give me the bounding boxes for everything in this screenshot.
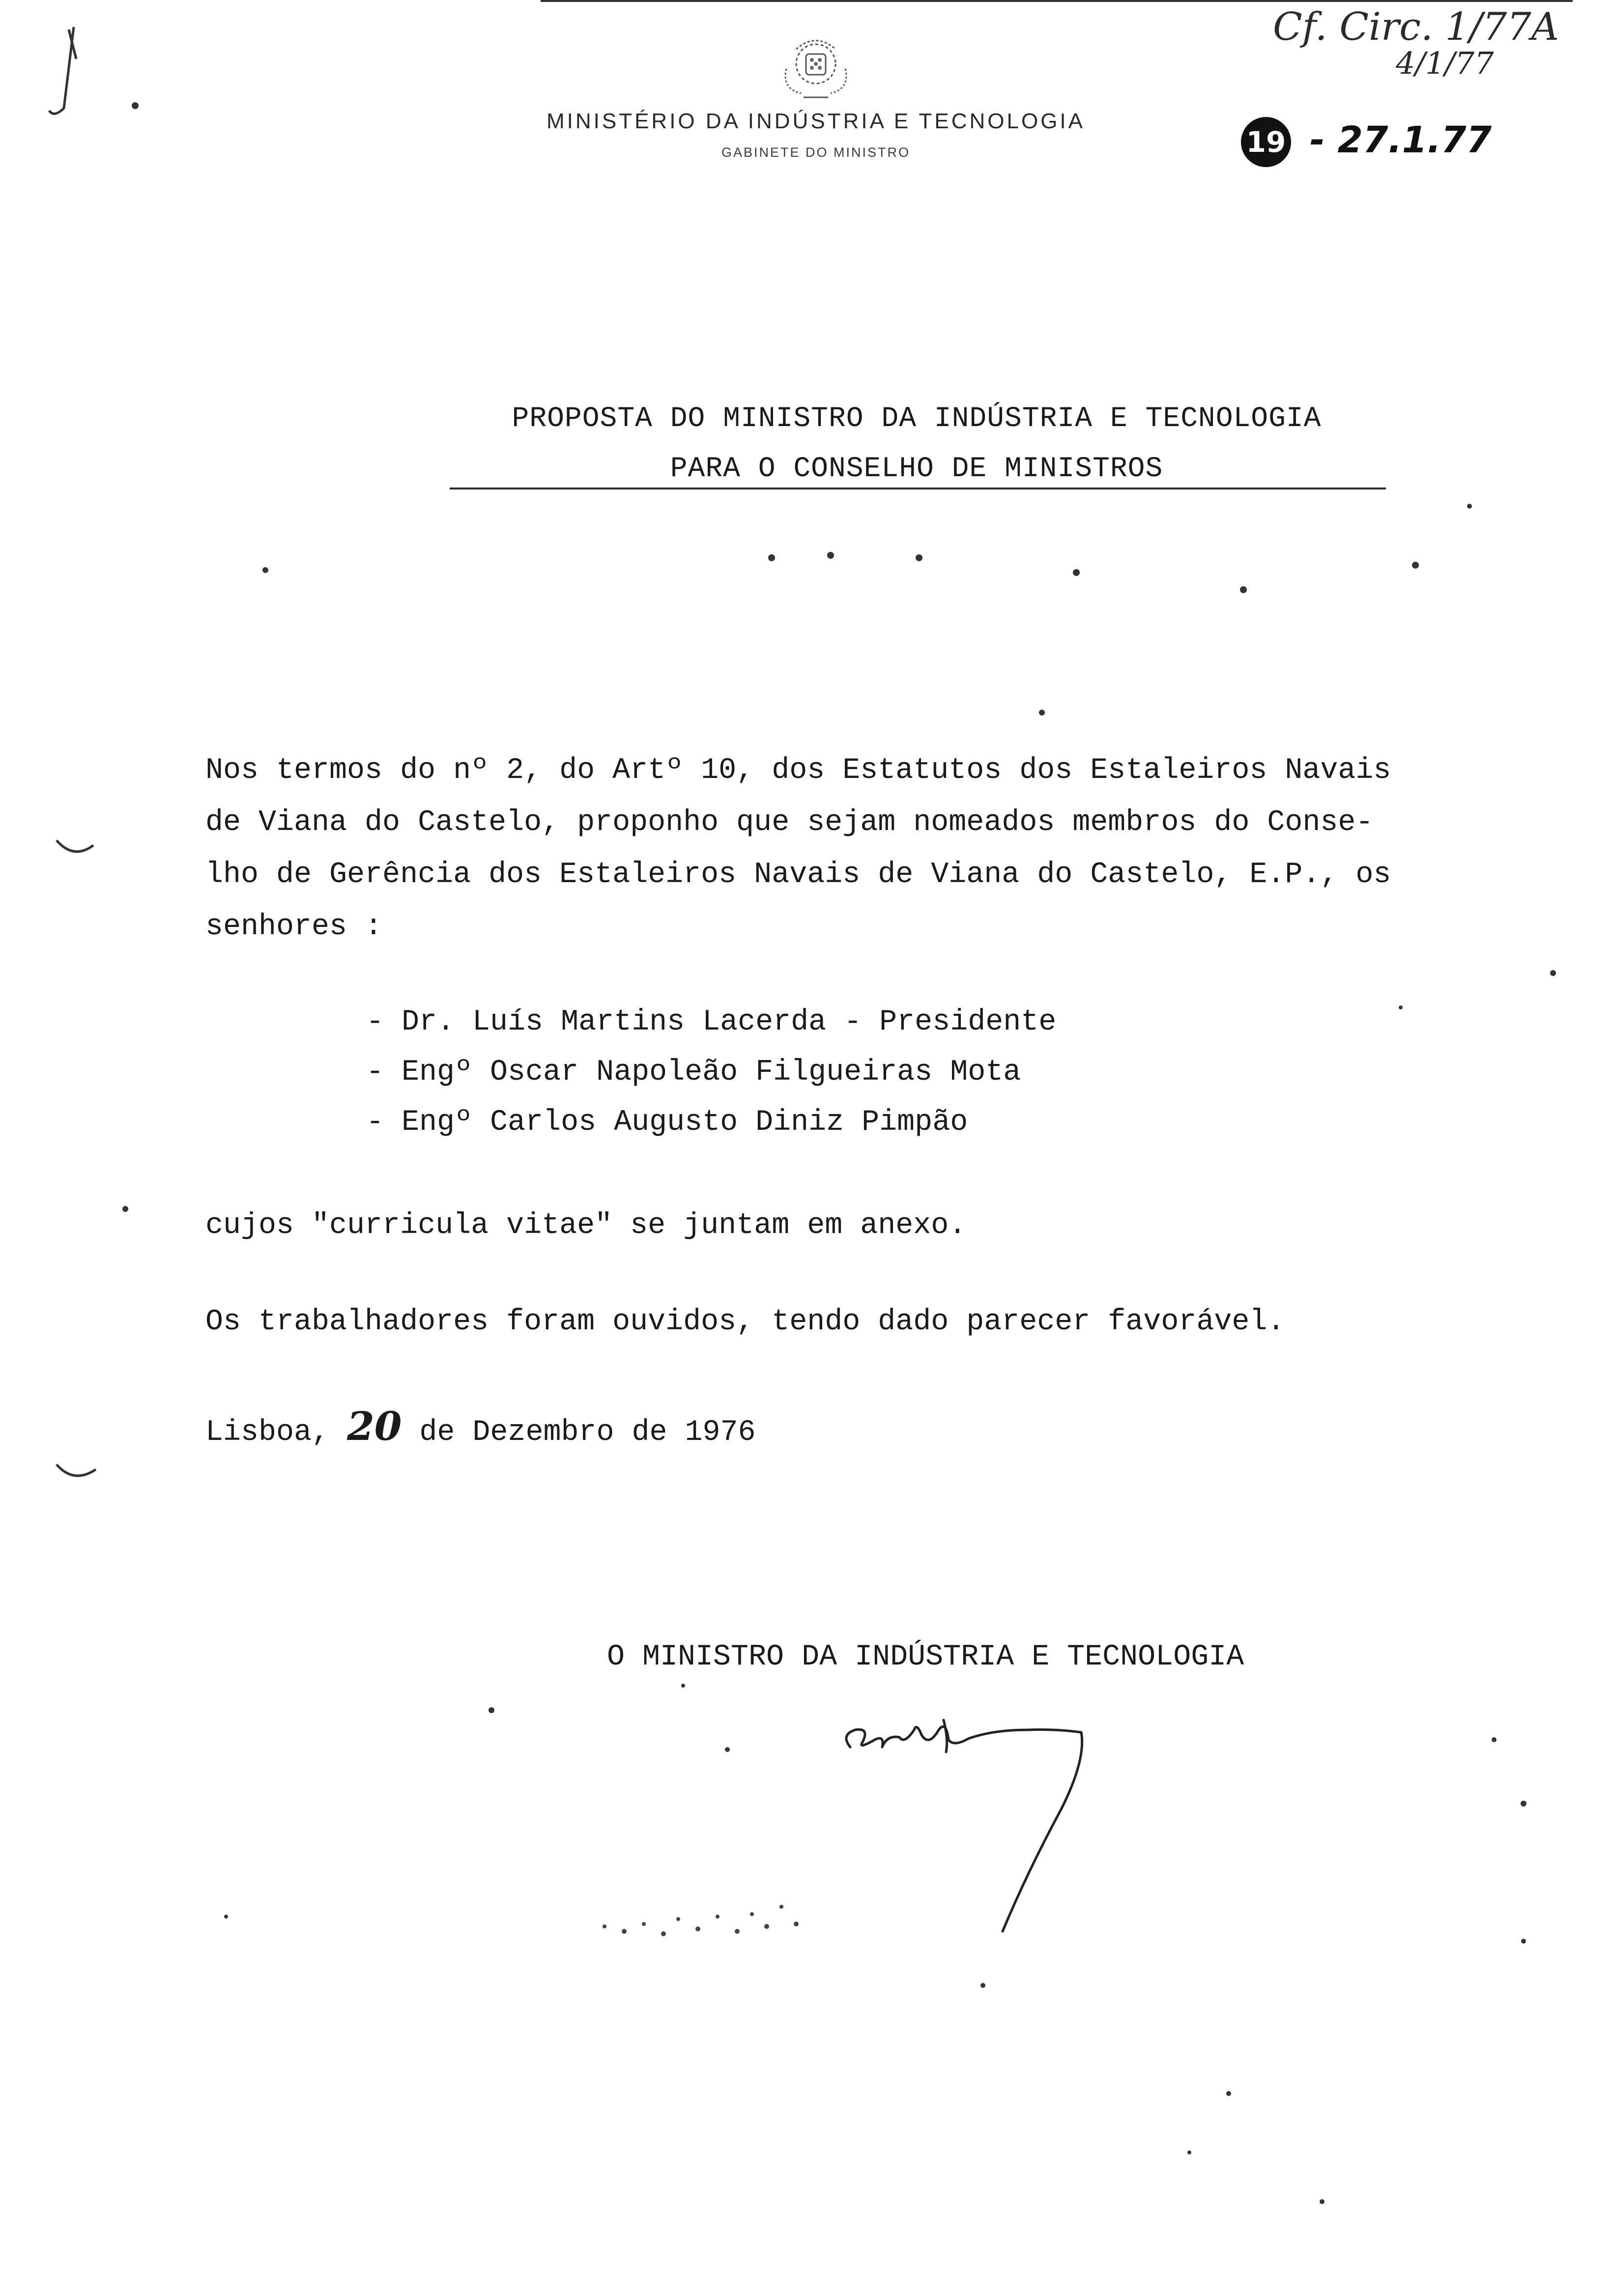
handwritten-reference-date: 4/1/77 xyxy=(1396,45,1494,81)
date-line xyxy=(205,1403,756,1449)
member-list-item: - Engº Carlos Augusto Diniz Pimpão xyxy=(366,1106,968,1139)
curricula-line: cujos "curricula vitae" se juntam em anexo. xyxy=(205,1209,967,1242)
member-list-item: - Dr. Luís Martins Lacerda - Presidente xyxy=(366,1005,1057,1039)
registry-stamp-date: - 27.1.77 xyxy=(1310,119,1492,161)
handwritten-signature-icon xyxy=(831,1700,1106,1946)
date-place: Lisboa, xyxy=(205,1416,330,1449)
paragraph-line: Nos termos do nº 2, do Artº 10, dos Estatutos dos Estaleiros Navais xyxy=(205,754,1391,787)
signer-title: O MINISTRO DA INDÚSTRIA E TECNOLOGIA xyxy=(607,1640,1244,1674)
workers-line: Os trabalhadores foram ouvidos, tendo dado parecer favorável. xyxy=(205,1305,1285,1339)
paragraph-line: lho de Gerência dos Estaleiros Navais de Viana do Castelo, E.P., os xyxy=(205,858,1391,891)
date-day-handwritten: 20 xyxy=(347,1403,402,1449)
letterhead-ministry: MINISTÉRIO DA INDÚSTRIA E TECNOLOGIA xyxy=(546,109,1085,133)
letterhead-cabinet: GABINETE DO MINISTRO xyxy=(721,145,911,160)
document-title-line1: PROPOSTA DO MINISTRO DA INDÚSTRIA E TECNOLOGIA xyxy=(512,403,1322,435)
registry-stamp-number: 19 xyxy=(1241,117,1291,167)
top-edge-line xyxy=(541,0,1573,2)
paragraph-line: senhores : xyxy=(205,910,383,944)
title-underline xyxy=(450,488,1386,489)
document-title-line2: PARA O CONSELHO DE MINISTROS xyxy=(670,453,1163,485)
paragraph-line: de Viana do Castelo, proponho que sejam nomeados membros do Conse- xyxy=(205,806,1374,839)
handwritten-reference: Cf. Circ. 1/77A xyxy=(1273,5,1559,49)
coat-of-arms-icon xyxy=(767,29,865,103)
date-rest: de Dezembro de 1976 xyxy=(419,1416,756,1449)
member-list-item: - Engº Oscar Napoleão Filgueiras Mota xyxy=(366,1056,1021,1089)
body-paragraph xyxy=(205,756,1391,964)
